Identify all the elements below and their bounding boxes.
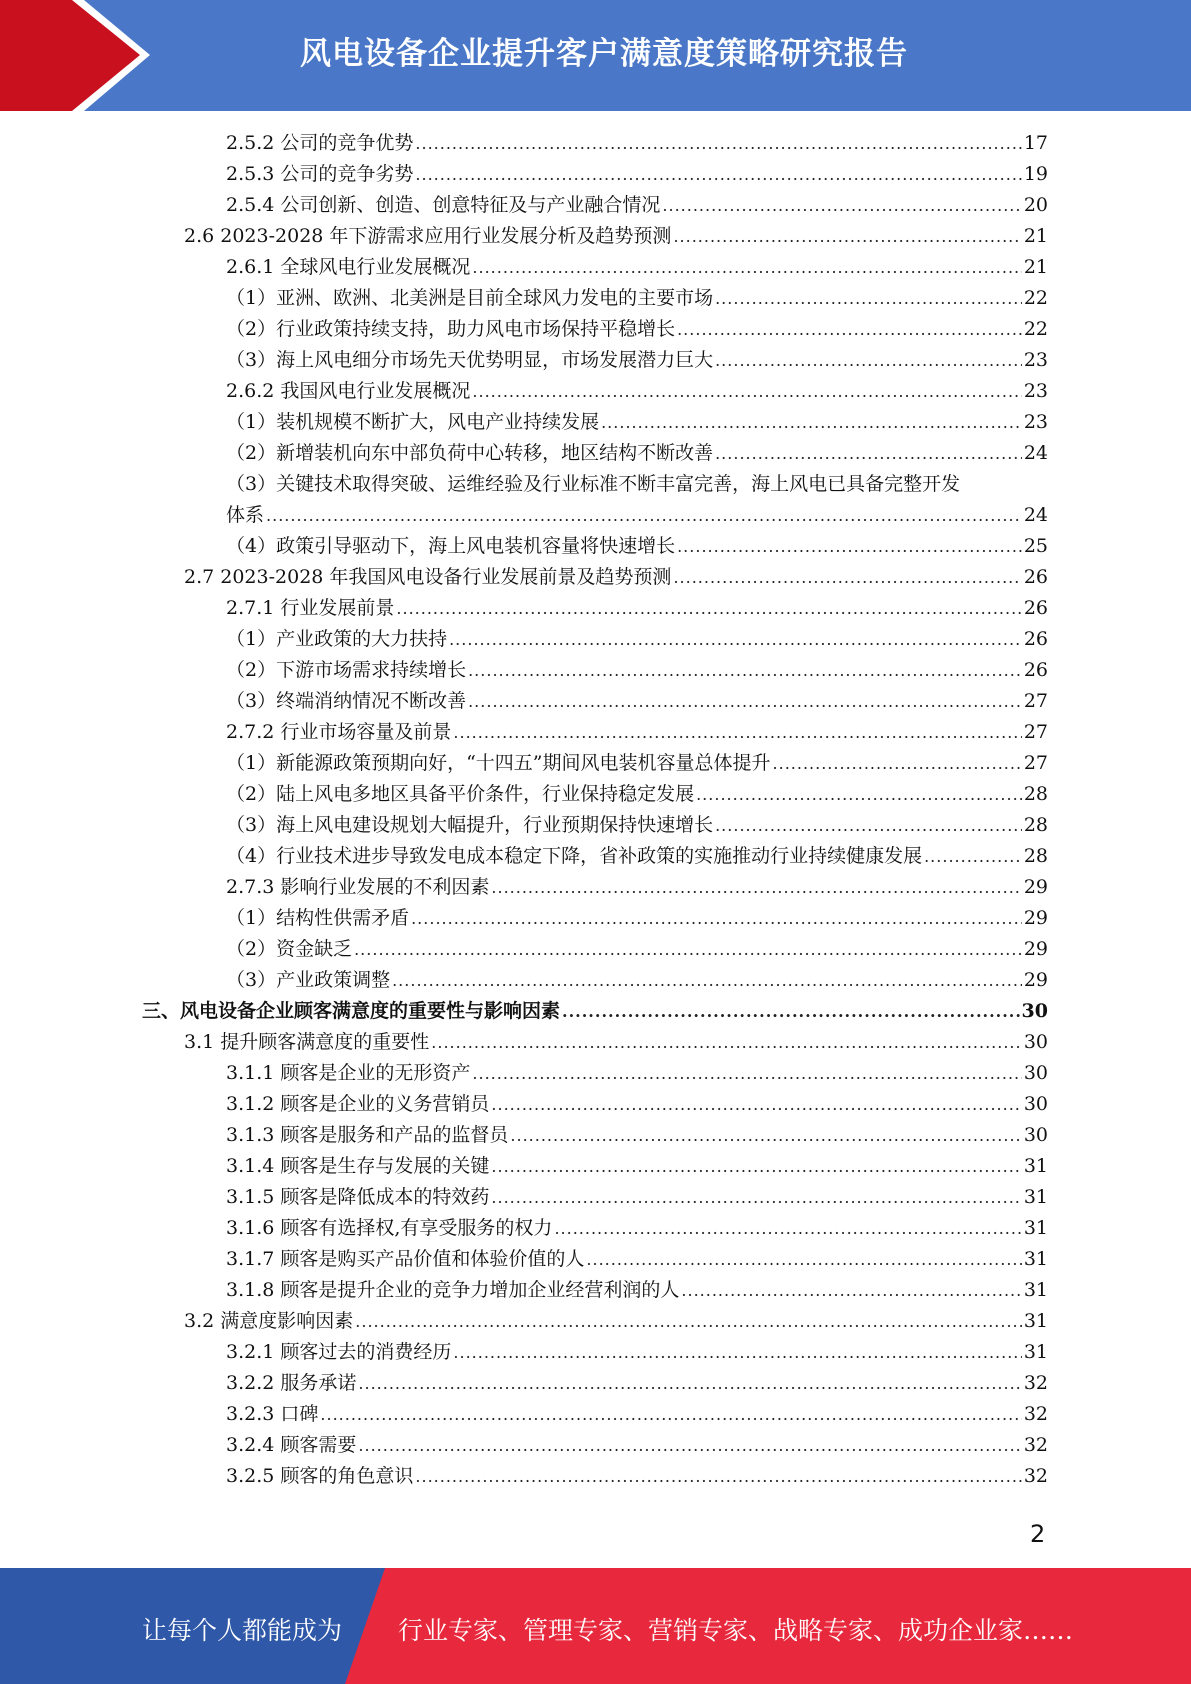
toc-entry-page: 23	[1023, 380, 1048, 402]
toc-entry-label: 3.1.1 顾客是企业的无形资产	[226, 1062, 471, 1084]
toc-entry[interactable]	[226, 1151, 1048, 1182]
dot-leader	[392, 965, 1022, 996]
toc-entry-page: 29	[1023, 938, 1048, 960]
dot-leader	[396, 593, 1021, 624]
toc-entry[interactable]	[226, 1182, 1048, 1213]
toc-entry-label: （2）资金缺乏	[226, 938, 353, 960]
dot-leader	[554, 1213, 1021, 1244]
toc-entry[interactable]	[226, 1368, 1048, 1399]
footer-slogan-left: 让每个人都能成为	[142, 1616, 343, 1645]
toc-entry[interactable]	[226, 252, 1048, 283]
toc-entry-label: （4）行业技术进步导致发电成本稳定下降，省补政策的实施推动行业持续健康发展	[226, 845, 923, 867]
toc-entry-page: 23	[1023, 411, 1048, 433]
toc-entry-page: 32	[1023, 1465, 1048, 1487]
toc-entry-page: 29	[1023, 907, 1048, 929]
toc-entry-label: （2）新增装机向东中部负荷中心转移，地区结构不断改善	[226, 442, 714, 464]
dot-leader	[472, 1058, 1021, 1089]
toc-entry-page: 25	[1023, 535, 1048, 557]
toc-entry-label: （2）行业政策持续支持，助力风电市场保持平稳增长	[226, 318, 676, 340]
footer-slogan-right: 行业专家、管理专家、营销专家、战略专家、成功企业家……	[398, 1616, 1074, 1645]
toc-entry-page: 31	[1023, 1341, 1048, 1363]
toc-entry-label: （1）亚洲、欧洲、北美洲是目前全球风力发电的主要市场	[226, 287, 714, 309]
dot-leader	[586, 1244, 1021, 1275]
toc-entry[interactable]	[184, 1027, 1048, 1058]
toc-entry[interactable]	[226, 190, 1048, 221]
toc-entry-page: 21	[1023, 225, 1048, 247]
dot-leader	[320, 1399, 1021, 1430]
toc-entry-label: （3）海上风电建设规划大幅提升，行业预期保持快速增长	[226, 814, 714, 836]
toc-entry[interactable]	[226, 531, 1048, 562]
dot-leader	[472, 252, 1021, 283]
dot-leader	[415, 128, 1021, 159]
toc-entry-page: 23	[1023, 349, 1048, 371]
dot-leader	[773, 748, 1022, 779]
dot-leader	[411, 903, 1022, 934]
toc-entry-page: 27	[1023, 721, 1048, 743]
dot-leader	[415, 159, 1021, 190]
toc-entry-page: 26	[1023, 628, 1048, 650]
toc-entry-page: 28	[1023, 845, 1048, 867]
toc-entry[interactable]	[226, 1120, 1048, 1151]
toc-chapter-entry[interactable]	[142, 996, 1048, 1027]
dot-leader	[491, 1182, 1021, 1213]
toc-entry-page: 19	[1023, 163, 1048, 185]
dot-leader	[681, 1275, 1021, 1306]
dot-leader	[715, 283, 1022, 314]
dot-leader	[358, 1430, 1021, 1461]
toc-entry-page: 30	[1021, 1000, 1048, 1022]
toc-entry[interactable]	[226, 345, 1048, 376]
dot-leader	[472, 376, 1021, 407]
toc-entry-page: 24	[1023, 442, 1048, 464]
toc-entry[interactable]	[226, 376, 1048, 407]
toc-entry-label: （1）结构性供需矛盾	[226, 907, 410, 929]
toc-entry-label: （3）海上风电细分市场先天优势明显，市场发展潜力巨大	[226, 349, 714, 371]
dot-leader	[453, 717, 1021, 748]
toc-entry-label: 3.1.4 顾客是生存与发展的关键	[226, 1155, 490, 1177]
toc-entry[interactable]	[226, 1275, 1048, 1306]
toc-entry[interactable]	[226, 1430, 1048, 1461]
toc-entry-page: 29	[1023, 876, 1048, 898]
dot-leader	[354, 934, 1022, 965]
toc-entry-label: 2.7.1 行业发展前景	[226, 597, 395, 619]
dot-leader	[468, 686, 1022, 717]
toc-entry[interactable]	[226, 872, 1048, 903]
toc-entry-page: 29	[1023, 969, 1048, 991]
toc-entry-continued[interactable]	[226, 500, 1048, 531]
toc-entry-label: （4）政策引导驱动下，海上风电装机容量将快速增长	[226, 535, 676, 557]
dot-leader	[491, 1151, 1021, 1182]
toc-entry[interactable]	[226, 717, 1048, 748]
toc-entry-page: 31	[1023, 1186, 1048, 1208]
toc-entry-label: 3.1 提升顾客满意度的重要性	[184, 1031, 430, 1053]
dot-leader	[662, 190, 1021, 221]
toc-entry[interactable]	[226, 469, 1048, 500]
toc-entry[interactable]	[226, 655, 1048, 686]
dot-leader	[491, 872, 1021, 903]
dot-leader	[453, 1337, 1021, 1368]
toc-entry-page: 26	[1023, 597, 1048, 619]
toc-entry[interactable]	[184, 562, 1048, 593]
toc-entry[interactable]	[226, 965, 1048, 996]
toc-entry-label: 体系	[226, 504, 265, 526]
page-number: 2	[1030, 1520, 1046, 1548]
header-red-chevron	[0, 0, 140, 111]
toc-entry-page: 32	[1023, 1372, 1048, 1394]
dot-leader	[358, 1368, 1021, 1399]
toc-entry-label: （1）装机规模不断扩大，风电产业持续发展	[226, 411, 600, 433]
toc-entry-page: 31	[1023, 1217, 1048, 1239]
toc-entry-page: 31	[1023, 1279, 1048, 1301]
toc-entry-label: 2.5.2 公司的竞争优势	[226, 132, 414, 154]
toc-entry-page: 28	[1023, 783, 1048, 805]
dot-leader	[715, 438, 1022, 469]
toc-entry[interactable]	[226, 934, 1048, 965]
toc-entry-page: 30	[1023, 1062, 1048, 1084]
toc-entry-label: 3.1.3 顾客是服务和产品的监督员	[226, 1124, 509, 1146]
dot-leader	[431, 1027, 1022, 1058]
dot-leader	[715, 345, 1022, 376]
toc-entry-label: 3.1.2 顾客是企业的义务营销员	[226, 1093, 490, 1115]
toc-entry[interactable]	[226, 1058, 1048, 1089]
toc-entry-label: 3.2.5 顾客的角色意识	[226, 1465, 414, 1487]
toc-entry-label: 2.7.3 影响行业发展的不利因素	[226, 876, 490, 898]
toc-entry-label: （1）产业政策的大力扶持	[226, 628, 448, 650]
dot-leader	[677, 314, 1022, 345]
dot-leader	[601, 407, 1022, 438]
toc-entry[interactable]	[226, 1337, 1048, 1368]
toc-entry[interactable]	[226, 1089, 1048, 1120]
toc-entry-label: 3.1.7 顾客是购买产品价值和体验价值的人	[226, 1248, 585, 1270]
toc-entry-label: （3）终端消纳情况不断改善	[226, 690, 467, 712]
toc-entry[interactable]	[226, 1244, 1048, 1275]
toc-entry-label: 3.1.5 顾客是降低成本的特效药	[226, 1186, 490, 1208]
toc-entry-label: 三、风电设备企业顾客满意度的重要性与影响因素	[142, 1000, 561, 1022]
toc-entry-label: 2.6.2 我国风电行业发展概况	[226, 380, 471, 402]
toc-entry-page: 26	[1023, 566, 1048, 588]
toc-entry-label: 2.6 2023-2028 年下游需求应用行业发展分析及趋势预测	[184, 225, 672, 247]
toc-entry-page: 22	[1023, 318, 1048, 340]
toc-entry[interactable]	[184, 221, 1048, 252]
toc-entry-page: 26	[1023, 659, 1048, 681]
toc-entry[interactable]	[226, 128, 1048, 159]
toc-entry-page: 27	[1023, 752, 1048, 774]
toc-entry-label: 3.2 满意度影响因素	[184, 1310, 354, 1332]
toc-entry[interactable]	[226, 314, 1048, 345]
toc-entry[interactable]	[226, 903, 1048, 934]
toc-entry-page: 17	[1023, 132, 1048, 154]
toc-entry[interactable]	[226, 438, 1048, 469]
dot-leader	[355, 1306, 1022, 1337]
toc-entry-label: （3）产业政策调整	[226, 969, 391, 991]
dot-leader	[673, 562, 1021, 593]
toc-entry[interactable]	[226, 810, 1048, 841]
dot-leader	[266, 500, 1022, 531]
dot-leader	[696, 779, 1022, 810]
toc-entry-page: 24	[1023, 504, 1048, 526]
toc-entry-label: 3.2.3 口碑	[226, 1403, 319, 1425]
toc-entry-label: （3）关键技术取得突破、运维经验及行业标准不断丰富完善，海上风电已具备完整开发	[226, 473, 961, 495]
toc-entry-page: 32	[1023, 1434, 1048, 1456]
toc-entry-page: 30	[1023, 1124, 1048, 1146]
page-header	[0, 0, 1191, 111]
dot-leader	[468, 655, 1022, 686]
toc-entry-page: 30	[1023, 1031, 1048, 1053]
toc-entry-page: 31	[1023, 1310, 1048, 1332]
toc-entry-label: 3.2.1 顾客过去的消费经历	[226, 1341, 452, 1363]
toc-entry-page: 27	[1023, 690, 1048, 712]
toc-entry[interactable]	[226, 1461, 1048, 1492]
dot-leader	[715, 810, 1022, 841]
dot-leader	[510, 1120, 1021, 1151]
toc-entry[interactable]	[226, 779, 1048, 810]
toc-entry-label: （2）陆上风电多地区具备平价条件，行业保持稳定发展	[226, 783, 695, 805]
toc-entry-page: 22	[1023, 287, 1048, 309]
toc-entry-page: 32	[1023, 1403, 1048, 1425]
toc-entry-page: 31	[1023, 1155, 1048, 1177]
toc-entry[interactable]	[226, 593, 1048, 624]
toc-entry-label: 2.6.1 全球风电行业发展概况	[226, 256, 471, 278]
dot-leader	[415, 1461, 1021, 1492]
toc-entry-label: 2.5.3 公司的竞争劣势	[226, 163, 414, 185]
toc-entry[interactable]	[226, 283, 1048, 314]
toc-entry-label: （2）下游市场需求持续增长	[226, 659, 467, 681]
toc-entry-label: 2.5.4 公司创新、创造、创意特征及与产业融合情况	[226, 194, 661, 216]
report-title: 风电设备企业提升客户满意度策略研究报告	[300, 36, 908, 72]
dot-leader	[673, 221, 1021, 252]
toc-entry-label: 3.2.4 顾客需要	[226, 1434, 357, 1456]
toc-entry[interactable]	[226, 1213, 1048, 1244]
dot-leader	[562, 996, 1020, 1027]
toc-entry-page: 21	[1023, 256, 1048, 278]
toc-entry-label: 2.7 2023-2028 年我国风电设备行业发展前景及趋势预测	[184, 566, 672, 588]
toc-entry[interactable]	[226, 624, 1048, 655]
page-footer	[0, 1568, 1191, 1684]
dot-leader	[491, 1089, 1021, 1120]
toc-entry-label: 2.7.2 行业市场容量及前景	[226, 721, 452, 743]
toc-entry-page: 30	[1023, 1093, 1048, 1115]
toc-entry-page: 31	[1023, 1248, 1048, 1270]
toc-entry[interactable]	[226, 686, 1048, 717]
dot-leader	[677, 531, 1022, 562]
toc-entry[interactable]	[226, 841, 1048, 872]
toc-entry-label: （1）新能源政策预期向好，“十四五”期间风电装机容量总体提升	[226, 752, 771, 774]
toc-entry-label: 3.1.6 顾客有选择权,有享受服务的权力	[226, 1217, 553, 1239]
toc-entry-label: 3.2.2 服务承诺	[226, 1372, 357, 1394]
toc-entry-page: 20	[1023, 194, 1048, 216]
toc-entry[interactable]	[226, 748, 1048, 779]
toc-entry[interactable]	[226, 159, 1048, 190]
dot-leader	[924, 841, 1022, 872]
toc-entry-page: 28	[1023, 814, 1048, 836]
toc-entry[interactable]	[226, 407, 1048, 438]
toc-entry[interactable]	[226, 1399, 1048, 1430]
toc-entry-label: 3.1.8 顾客是提升企业的竞争力增加企业经营利润的人	[226, 1279, 680, 1301]
toc-entry[interactable]	[184, 1306, 1048, 1337]
dot-leader	[449, 624, 1022, 655]
